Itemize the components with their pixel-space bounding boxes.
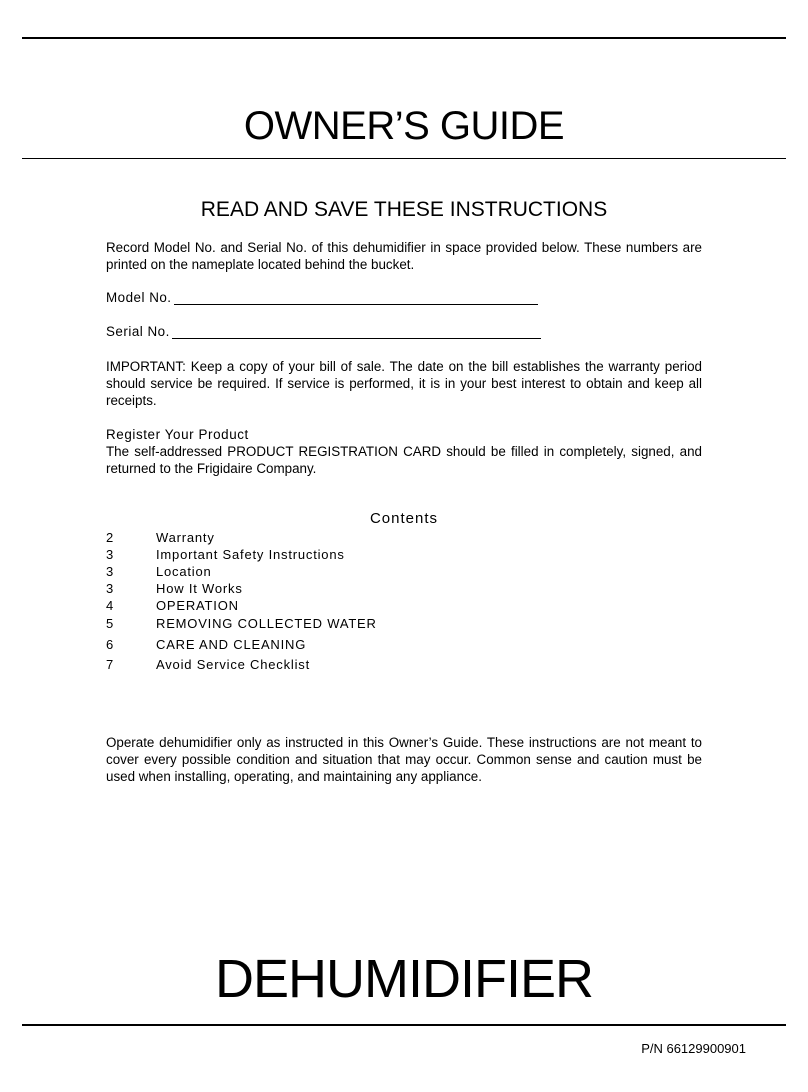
top-rule [22, 37, 786, 39]
toc-label: Location [156, 564, 212, 579]
model-number-field [106, 290, 538, 305]
list-item [106, 529, 506, 546]
model-number-blank [174, 292, 538, 305]
subtitle: READ AND SAVE THESE INSTRUCTIONS [200, 198, 608, 221]
closing-paragraph: Operate dehumidifier only as instructed in this Owner’s Guide. These instructions are not meant to cover every possible condition and situation that may occur. Common sense and caution must be used when installing, operating, and maintaining any appliance. [106, 735, 702, 784]
register-text: The self-addressed PRODUCT REGISTRATION CARD should be filled in completely, signed, and returned to the Frigidaire Company. [106, 444, 702, 476]
important-paragraph: IMPORTANT: Keep a copy of your bill of sale. The date on the bill establishes the warranty period should service be required. If service is performed, it is in your best interest to obtain and keep all receipts. [106, 359, 702, 408]
toc-label: Important Safety Instructions [156, 547, 345, 562]
toc-page: 4 [106, 598, 115, 613]
toc-page: 3 [106, 564, 115, 579]
toc-label: Avoid Service Checklist [156, 657, 310, 672]
list-item [106, 563, 506, 580]
toc-page: 7 [106, 657, 115, 672]
list-item [106, 580, 506, 597]
toc-label: OPERATION [156, 598, 239, 613]
toc-page: 3 [106, 581, 115, 596]
part-number: P/N 66129900901 [641, 1041, 746, 1056]
register-section [106, 426, 702, 477]
document-title: OWNER’S GUIDE [243, 104, 565, 148]
toc-label: REMOVING COLLECTED WATER [156, 616, 377, 631]
bottom-rule [22, 1024, 786, 1026]
list-item [106, 614, 506, 635]
toc-label: CARE AND CLEANING [156, 636, 307, 652]
intro-paragraph: Record Model No. and Serial No. of this dehumidifier in space provided below. These numbers are printed on the nameplate located behind the bucket. [106, 240, 702, 272]
list-item [106, 546, 506, 563]
toc-page: 2 [106, 530, 115, 545]
serial-number-blank [172, 326, 541, 339]
serial-number-field [106, 324, 541, 339]
list-item [106, 597, 506, 614]
toc-label: Warranty [156, 530, 215, 545]
list-item [106, 655, 506, 676]
contents-heading: Contents [369, 510, 439, 527]
toc-page: 6 [106, 636, 115, 652]
product-name: DEHUMIDIFIER [215, 949, 593, 1009]
toc-page: 3 [106, 547, 115, 562]
list-item [106, 635, 506, 656]
serial-number-label: Serial No. [106, 324, 170, 339]
model-number-label: Model No. [106, 290, 172, 305]
register-heading: Register Your Product [106, 427, 249, 442]
toc-page: 5 [106, 616, 115, 631]
title-rule [22, 158, 786, 159]
toc-label: How It Works [156, 581, 243, 596]
table-of-contents [106, 529, 506, 676]
